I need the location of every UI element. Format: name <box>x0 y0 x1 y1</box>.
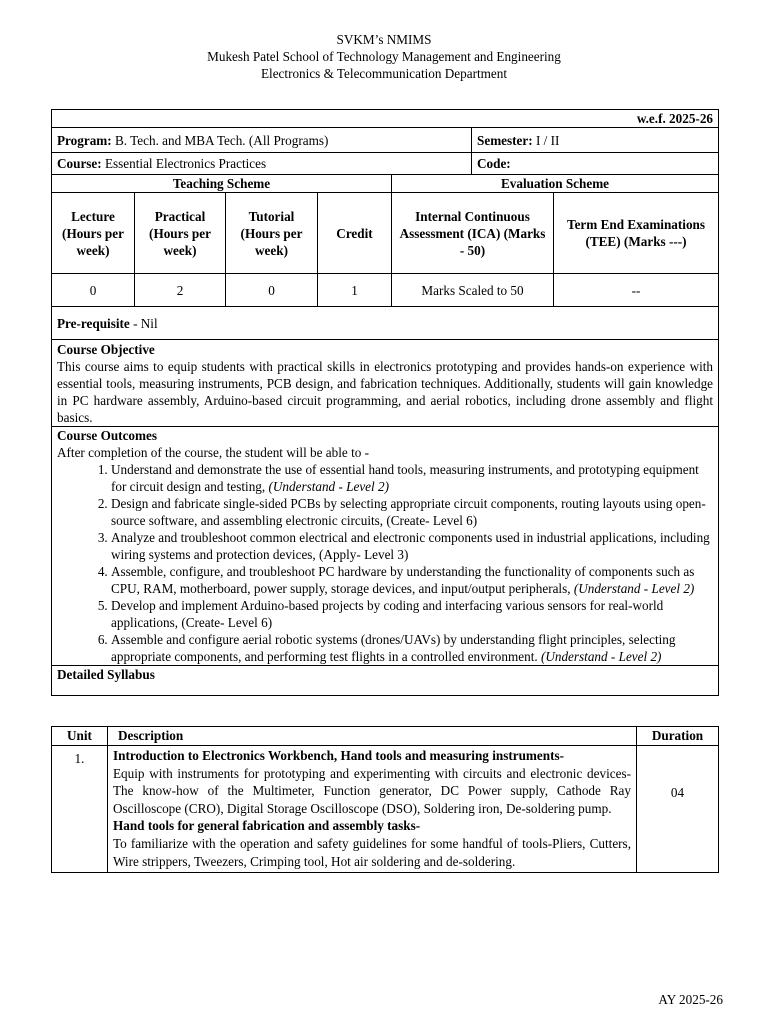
unit-text-1: Equip with instruments for prototyping and experimenting with circuits and electronic devices- The know-how of the Multimeter, Function generator, DC Power supply, Cathode Ray Oscilloscope (CRO), Digital Storage Oscilloscope (DSO), Soldering iron, De-soldering pump. <box>113 765 631 816</box>
tutorial-header: Tutorial (Hours per week) <box>226 193 318 274</box>
course-outcomes-cell <box>52 427 719 666</box>
practical-header: Practical (Hours per week) <box>135 193 226 274</box>
footer-academic-year: AY 2025-26 <box>658 992 723 1007</box>
ica-value: Marks Scaled to 50 <box>392 274 554 307</box>
code-cell <box>472 153 719 175</box>
outcome-item: 2. Design and fabricate single-sided PCBs by selecting appropriate circuit components, routing layouts using open-source software, and assembling electronic circuits, (Create- Level 6) <box>111 495 713 529</box>
course-value: Essential Electronics Practices <box>104 156 267 171</box>
semester-value: I / II <box>535 132 560 148</box>
program-value: B. Tech. and MBA Tech. (All Programs) <box>114 132 329 148</box>
outcome-item: 1. Understand and demonstrate the use of essential hand tools, measuring instruments, and prototyping equipment for circuit design and testing, (Understand - Level 2) <box>111 461 713 495</box>
course-outcomes-intro: After completion of the course, the student will be able to - <box>57 445 370 460</box>
credit-header: Credit <box>318 193 392 274</box>
course-outcomes-title: Course Outcomes <box>57 428 157 443</box>
institute-name: SVKM’s NMIMS <box>336 32 432 47</box>
description-header: Description <box>108 727 637 746</box>
wef-cell: w.e.f. 2025-26 <box>52 110 719 128</box>
duration-header: Duration <box>637 727 719 746</box>
course-objective-title: Course Objective <box>57 342 155 357</box>
course-label: Course: <box>57 156 102 171</box>
code-label: Code: <box>477 156 511 171</box>
department-name: Electronics & Telecommunication Department <box>260 66 507 81</box>
evaluation-scheme-header: Evaluation Scheme <box>392 175 719 193</box>
prerequisite-value: - Nil <box>129 315 158 331</box>
unit-heading-2: Hand tools for general fabrication and assembly tasks- <box>113 818 421 834</box>
credit-value: 1 <box>318 274 392 307</box>
unit-number: 1. <box>52 746 108 873</box>
tutorial-value: 0 <box>226 274 318 307</box>
prerequisite-label: Pre-requisite <box>57 315 130 331</box>
course-outcomes-list <box>57 461 713 665</box>
syllabus-table <box>51 726 719 873</box>
course-objective-cell <box>52 340 719 427</box>
practical-value: 2 <box>135 274 226 307</box>
prerequisite-cell <box>52 307 719 340</box>
school-name: Mukesh Patel School of Technology Management and Engineering <box>207 49 561 64</box>
tee-header: Term End Examinations (TEE) (Marks ---) <box>554 193 719 274</box>
course-cell <box>52 153 472 175</box>
semester-cell <box>472 128 719 153</box>
outcome-item: 5. Develop and implement Arduino-based projects by coding and interfacing various sensors for real-world applications, (Create- Level 6) <box>111 597 713 631</box>
teaching-scheme-header: Teaching Scheme <box>52 175 392 193</box>
unit-heading-1: Introduction to Electronics Workbench, Hand tools and measuring instruments- <box>113 748 564 763</box>
ica-header: Internal Continuous Assessment (ICA) (Marks - 50) <box>392 193 554 274</box>
outcome-item: 3. Analyze and troubleshoot common electrical and electronic components used in industrial applications, including wiring systems and protection devices, (Apply- Level 3) <box>111 529 713 563</box>
unit-header: Unit <box>52 727 108 746</box>
detailed-syllabus-title: Detailed Syllabus <box>52 666 719 696</box>
lecture-header: Lecture (Hours per week) <box>52 193 135 274</box>
unit-description <box>108 746 637 873</box>
outcome-item: 6. Assemble and configure aerial robotic systems (drones/UAVs) by understanding flight principles, selecting appropriate components, and performing test flights in a controlled environment. (Understand - Level 2) <box>111 631 713 665</box>
unit-duration: 04 <box>637 746 719 873</box>
course-objective-text: This course aims to equip students with practical skills in electronics prototyping and provides hands-on experience with essential tools, measuring instruments, PCB design, and fabrication techniques. Additionally, students will gain knowledge in PC hardware assembly, Arduino-based circuit programming, and aerial robotics, including drone assembly and flight basics. <box>57 359 714 425</box>
tee-value: -- <box>554 274 719 307</box>
lecture-value: 0 <box>52 274 135 307</box>
course-table <box>51 109 719 696</box>
outcome-item: 4. Assemble, configure, and troubleshoot PC hardware by understanding the functionality of components such as CPU, RAM, motherboard, power supply, storage devices, and input/output peripherals, (Understand - Level 2) <box>111 563 713 597</box>
semester-label: Semester: <box>477 132 533 148</box>
program-cell <box>52 128 472 153</box>
program-label: Program: <box>57 132 112 148</box>
unit-text-2: To familiarize with the operation and safety guidelines for some handful of tools-Pliers, Cutters, Wire strippers, Tweezers, Crimping tool, Hot air soldering and de-soldering. <box>113 835 631 869</box>
